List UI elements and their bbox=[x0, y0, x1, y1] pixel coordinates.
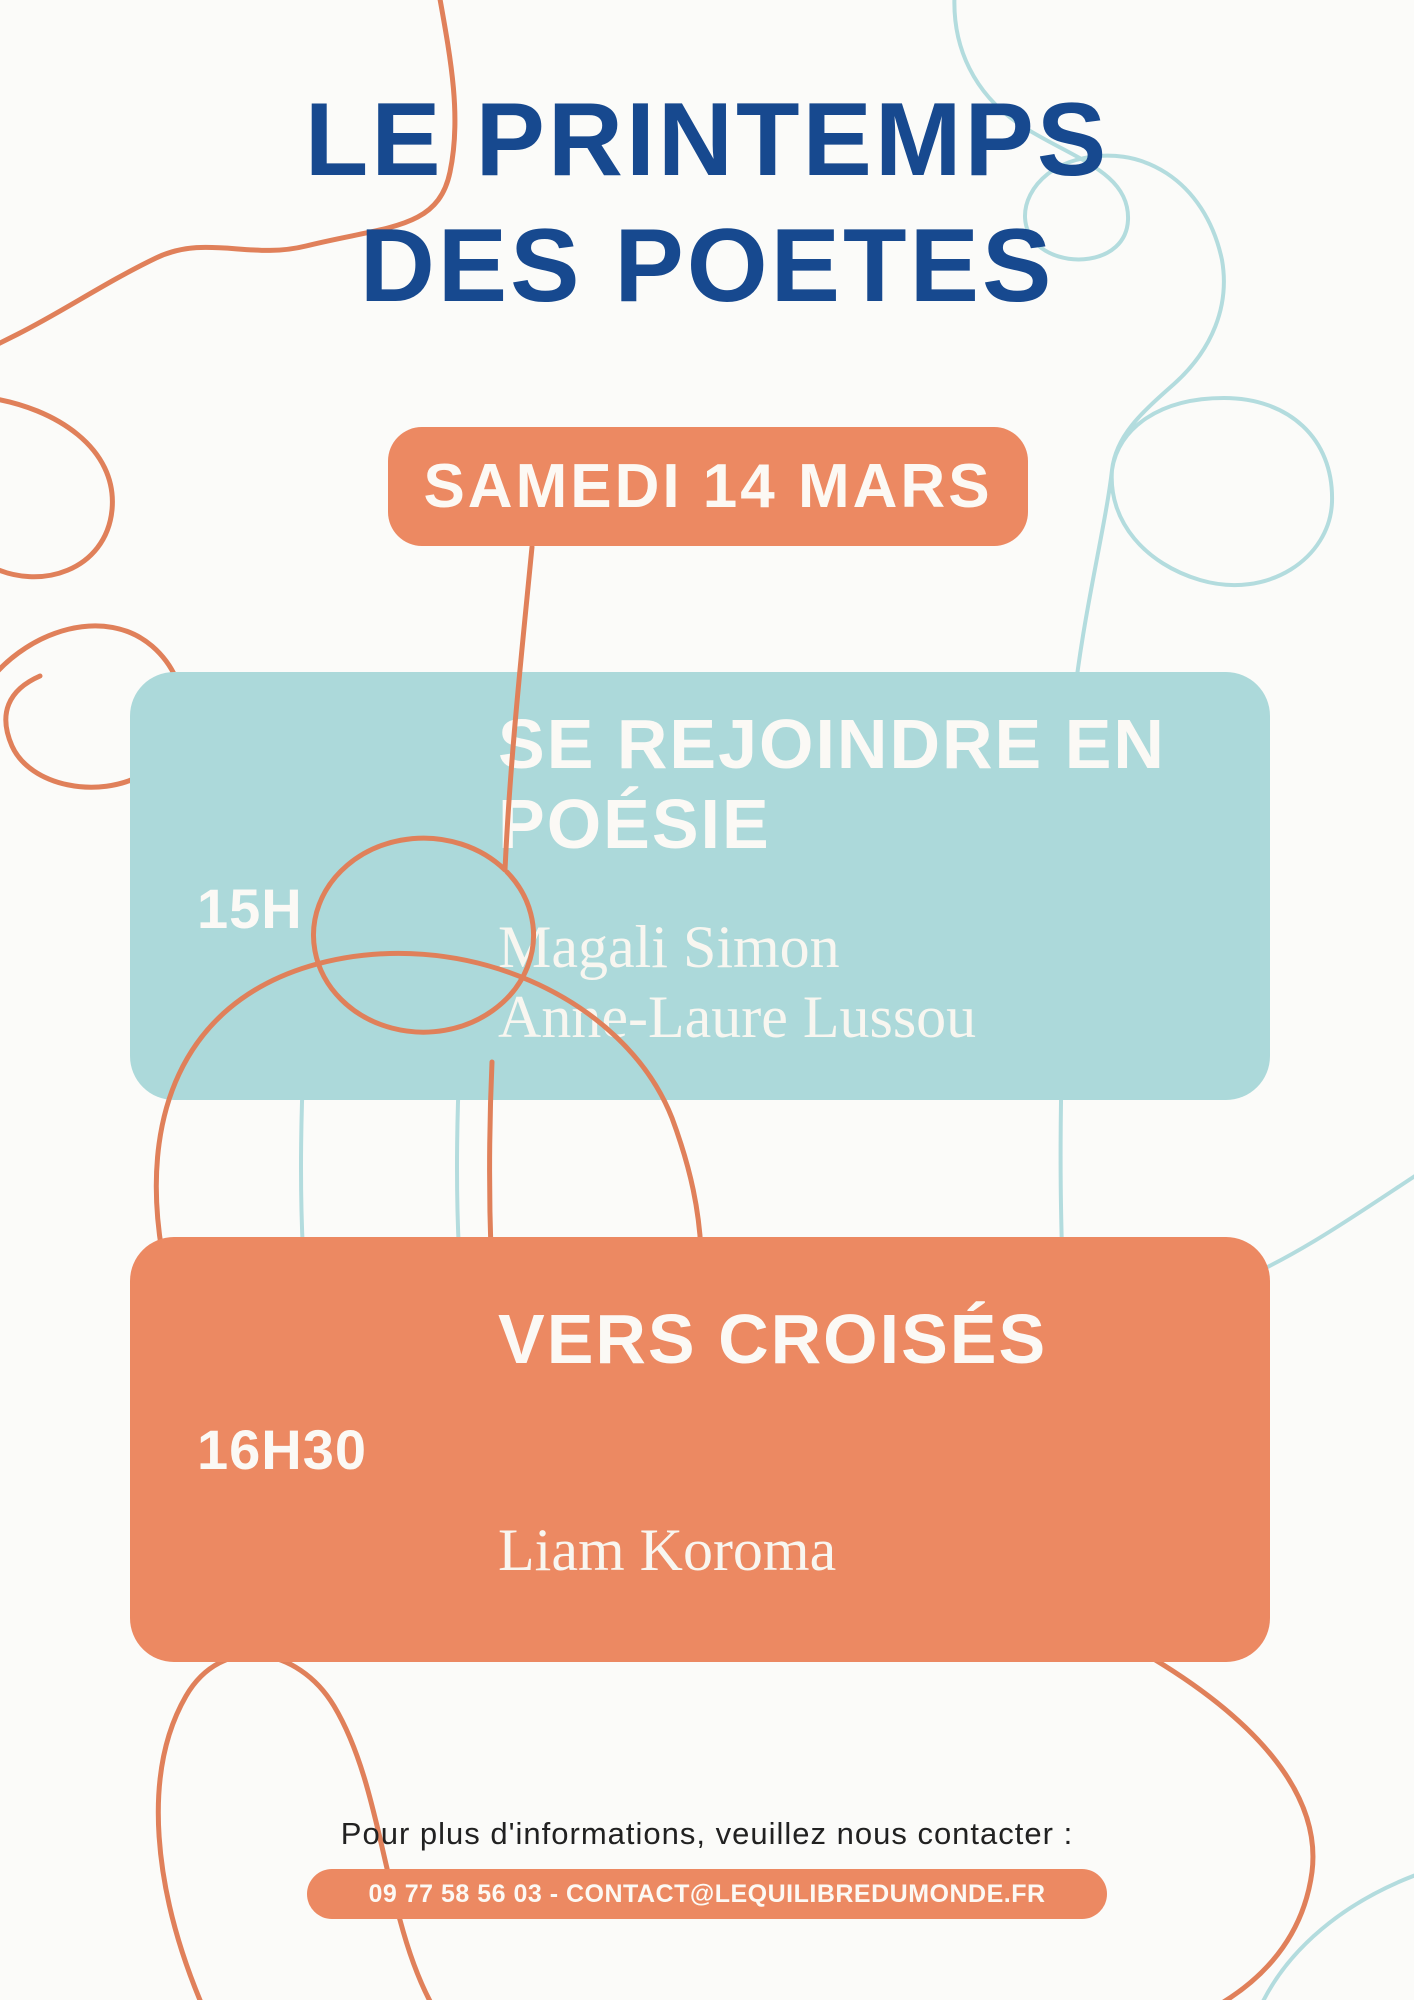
orange-loop-left-upper bbox=[0, 398, 112, 577]
title-line2: DES POETES bbox=[359, 207, 1055, 324]
event-time: 15H bbox=[197, 877, 303, 940]
event-time: 16H30 bbox=[197, 1418, 368, 1481]
performer-name: Magali Simon bbox=[498, 914, 840, 980]
contact-badge-label: 09 77 58 56 03 - CONTACT@LEQUILIBREDUMONDE.FR bbox=[368, 1879, 1046, 1908]
performer-list bbox=[498, 912, 976, 1052]
footer-info-text: Pour plus d'informations, veuillez nous contacter : bbox=[340, 1816, 1074, 1851]
performer-list bbox=[498, 1515, 836, 1585]
event-card-vers-croises bbox=[130, 1237, 1270, 1662]
performer-name: Liam Koroma bbox=[498, 1517, 837, 1583]
contact-badge bbox=[307, 1869, 1107, 1919]
event-title-line1: VERS CROISÉS bbox=[498, 1300, 1048, 1378]
date-badge-label: SAMEDI 14 MARS bbox=[423, 452, 993, 521]
event-card-se-rejoindre bbox=[130, 672, 1270, 1100]
title-line1: LE PRINTEMPS bbox=[304, 82, 1110, 198]
event-title bbox=[498, 704, 1166, 864]
event-title-line2: POÉSIE bbox=[498, 785, 771, 863]
performer-name: Anne-Laure Lussou bbox=[498, 984, 977, 1050]
date-badge bbox=[388, 427, 1028, 546]
page-title bbox=[0, 78, 1414, 330]
blue-curve-bottom-right bbox=[1258, 1872, 1414, 2000]
event-title bbox=[498, 1299, 1047, 1379]
event-title-line1: SE REJOINDRE EN bbox=[498, 705, 1166, 783]
